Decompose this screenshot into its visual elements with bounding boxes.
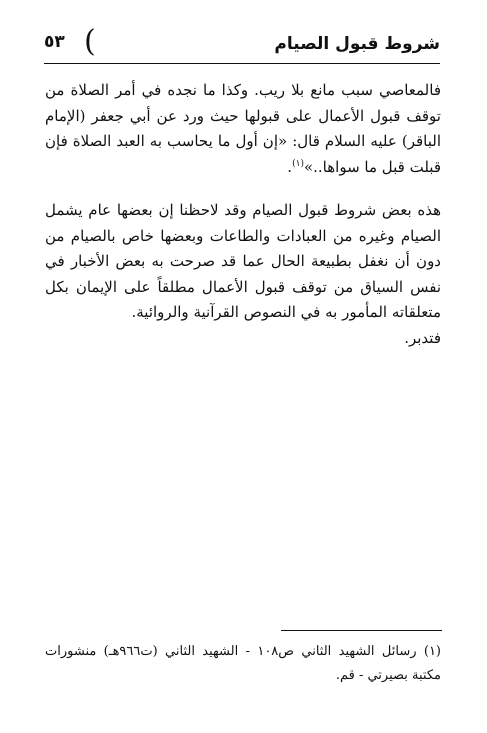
footnote-1: (١) رسائل الشهيد الثاني ص١٠٨ - الشهيد الثاني (ت٩٦٦هـ) منشورات مكتبة بصيرتي - قم. — [45, 644, 441, 683]
paragraph-1-text: فالمعاصي سبب مانع بلا ريب. وكذا ما نجده في أمر الصلاة من توقف قبول الأعمال على قبولها حيث ورد عن أبي جعفر (الإمام الباقر) عليه السلام قال: «إن أول ما يحاسب به العبد الصلاة فإن قبلت قبل ما سواها..» — [45, 81, 441, 176]
footnote-separator — [281, 630, 442, 631]
page-number-bracket: ) — [84, 24, 96, 59]
running-header — [44, 24, 440, 64]
page-number: ٥٣ — [44, 32, 65, 52]
running-title: شروط قبول الصيام — [274, 34, 440, 54]
paragraph-1 — [45, 78, 441, 180]
footnote-reference: (١) — [292, 158, 304, 169]
paragraph-2: هذه بعض شروط قبول الصيام وقد لاحظنا إن بعضها عام يشمل الصيام وغيره من العبادات والطاعات وبعضها خاص بالصيام من دون أن نغفل بطبيعة الحال عما قد صرحت به بعض الأخبار في نفس السياق من توقف قبول الأعمال مطلقاً على الإيمان بكل متعلقاته المأمور به في النصوص القرآنية والروائية. — [45, 201, 441, 321]
paragraph-1-end: . — [287, 157, 293, 176]
footnotes — [45, 640, 441, 688]
main-text — [45, 78, 441, 351]
header-rule — [44, 63, 440, 64]
paragraph-3: فتدبر. — [404, 328, 441, 347]
